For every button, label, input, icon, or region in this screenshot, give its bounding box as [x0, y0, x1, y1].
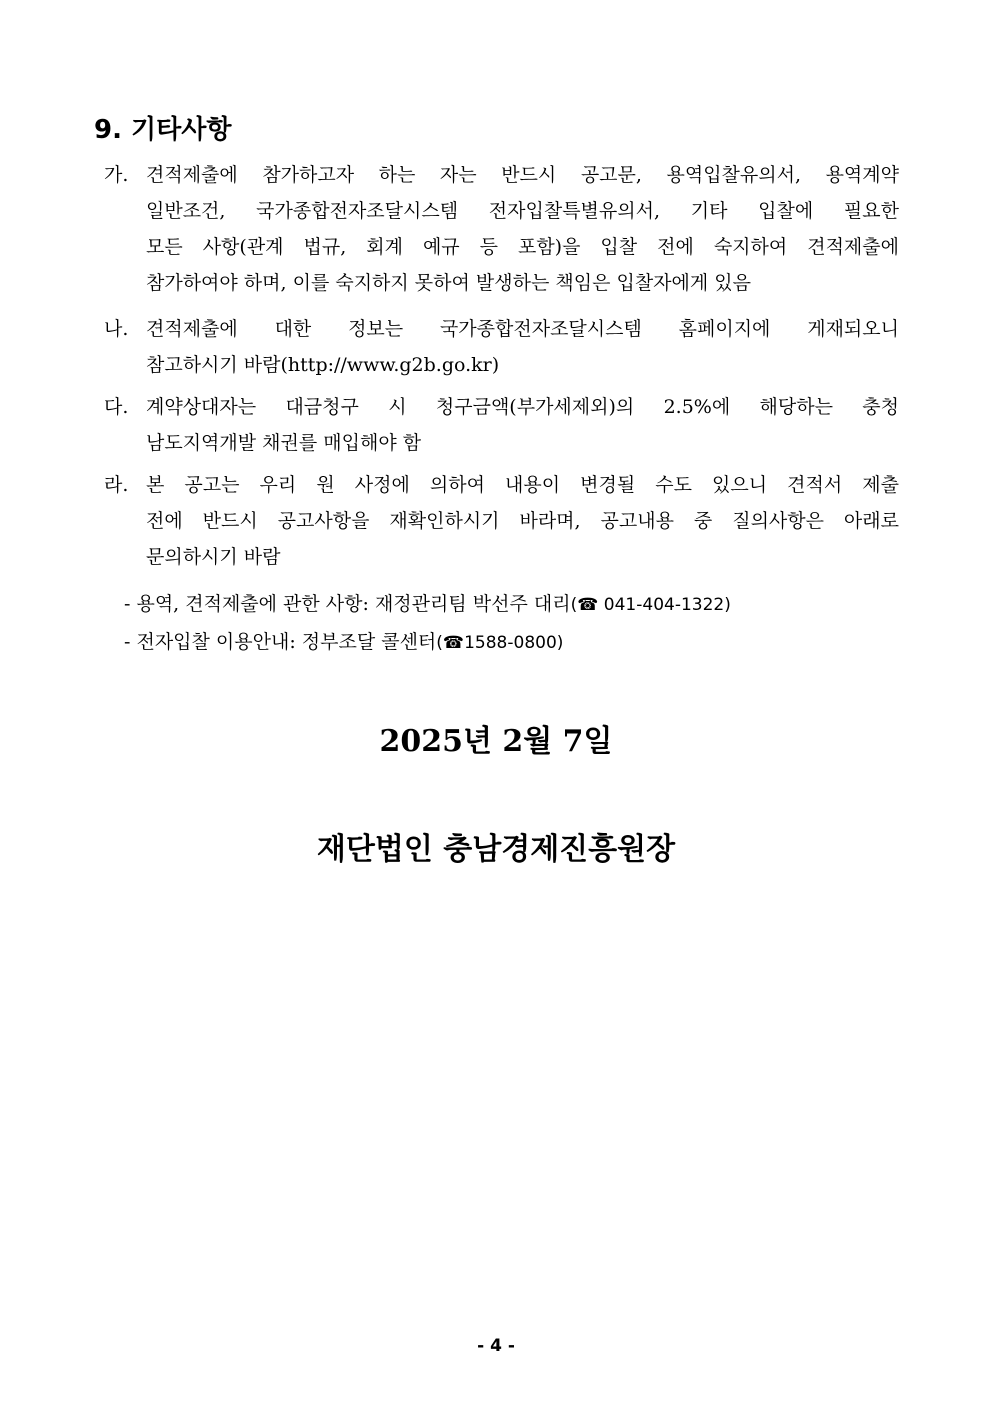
item-line: 일반조건, 국가종합전자조달시스템 전자입찰특별유의서, 기타 입찰에 필요한: [146, 200, 899, 222]
contact-text: - 용역, 견적제출에 관한 사항: 재정관리팀 박선주 대리: [124, 593, 571, 615]
notice-item-na: [104, 311, 899, 383]
notice-item-ra: [104, 467, 899, 575]
item-line: 참가하여야 하며, 이를 숙지하지 못하여 발생하는 책임은 입찰자에게 있음: [146, 272, 751, 294]
item-line: 계약상대자는 대금청구 시 청구금액(부가세제외)의 2.5%에 해당하는 충청: [146, 396, 899, 418]
item-line: 모든 사항(관계 법규, 회계 예규 등 포함)을 입찰 전에 숙지하여 견적제출에: [146, 236, 899, 258]
notice-item-ga: [104, 157, 899, 301]
item-marker: 나.: [104, 318, 129, 340]
item-line: 견적제출에 대한 정보는 국가종합전자조달시스템 홈페이지에 게재되오니: [146, 318, 899, 340]
contact-phone: (☎ 041-404-1322): [570, 595, 731, 615]
item-line: 견적제출에 참가하고자 하는 자는 반드시 공고문, 용역입찰유의서, 용역계약: [146, 164, 899, 186]
item-line: 전에 반드시 공고사항을 재확인하시기 바라며, 공고내용 중 질의사항은 아래로: [146, 510, 899, 532]
notice-item-da: [104, 389, 899, 461]
contact-e-bidding: [124, 624, 563, 661]
contact-service-inquiry: [124, 586, 731, 623]
item-marker: 라.: [104, 474, 129, 496]
item-marker: 다.: [104, 396, 129, 418]
item-line: 본 공고는 우리 원 사정에 의하여 내용이 변경될 수도 있으니 견적서 제출: [146, 474, 899, 496]
item-line: 참고하시기 바람(http://www.g2b.go.kr): [146, 354, 500, 376]
contact-text: - 전자입찰 이용안내: 정부조달 콜센터: [124, 631, 437, 653]
item-line: 남도지역개발 채권를 매입해야 함: [146, 432, 422, 454]
item-line: 문의하시기 바람: [146, 546, 281, 568]
section-heading: 9. 기타사항: [94, 115, 232, 145]
item-marker: 가.: [104, 164, 129, 186]
contact-phone: (☎1588-0800): [436, 633, 564, 653]
issuer-name: 재단법인 충남경제진흥원장: [316, 832, 676, 867]
notice-date: 2025년 2월 7일: [379, 724, 613, 759]
page-number: - 4 -: [477, 1336, 515, 1356]
